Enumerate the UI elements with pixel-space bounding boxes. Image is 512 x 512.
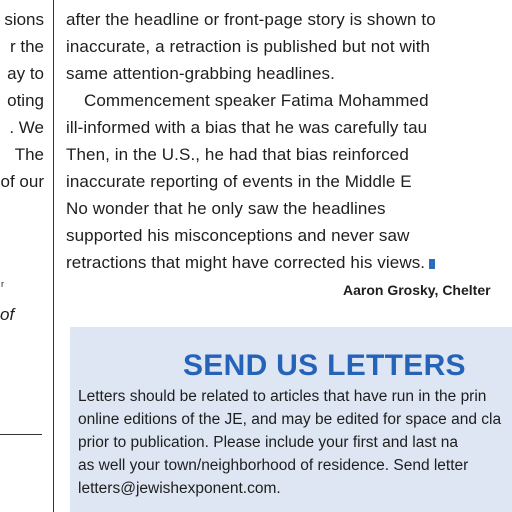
article-line: inaccurate reporting of events in the Middle E <box>66 172 412 191</box>
box-text-line: as well your town/neighborhood of residence. Send letter <box>78 457 469 474</box>
left-column-divider <box>0 434 42 435</box>
box-title: SEND US LETTERS <box>183 349 466 382</box>
send-letters-box <box>70 327 512 512</box>
left-column-italic-fragment: of <box>0 305 15 324</box>
article-line: after the headline or front-page story is shown to <box>66 10 436 29</box>
article-line: same attention-grabbing headlines. <box>66 64 335 83</box>
left-column-mark: r <box>1 279 4 289</box>
left-column-line: oting <box>7 91 44 110</box>
article-last-line <box>66 249 435 276</box>
letters-email: letters@jewishexponent.com. <box>78 480 281 497</box>
left-column-line: The <box>14 145 44 164</box>
letter-signature: Aaron Grosky, Chelter <box>343 282 491 298</box>
left-column-line: . We <box>9 118 44 137</box>
left-column-line: of our <box>0 172 44 191</box>
left-column-line: ay to <box>7 64 44 83</box>
article-line: ill-informed with a bias that he was carefully tau <box>66 118 428 137</box>
article-paragraph-start: Commencement speaker Fatima Mohammed <box>84 91 429 110</box>
article-line: retractions that might have corrected his views. <box>66 253 426 272</box>
article-line: Then, in the U.S., he had that bias reinforced <box>66 145 409 164</box>
left-column-line: sions <box>4 10 44 29</box>
column-divider <box>53 0 54 512</box>
left-column <box>0 0 46 512</box>
article-line: No wonder that he only saw the headlines <box>66 199 386 218</box>
left-column-line: r the <box>9 37 44 56</box>
box-text-line: Letters should be related to articles that have run in the prin <box>78 388 487 405</box>
article-line: supported his misconceptions and never saw <box>66 226 410 245</box>
end-of-article-icon <box>429 259 435 269</box>
box-text-line: prior to publication. Please include your first and last na <box>78 434 458 451</box>
box-text-line: online editions of the JE, and may be edited for space and cla <box>78 411 502 428</box>
article-line: inaccurate, a retraction is published but not with <box>66 37 431 56</box>
